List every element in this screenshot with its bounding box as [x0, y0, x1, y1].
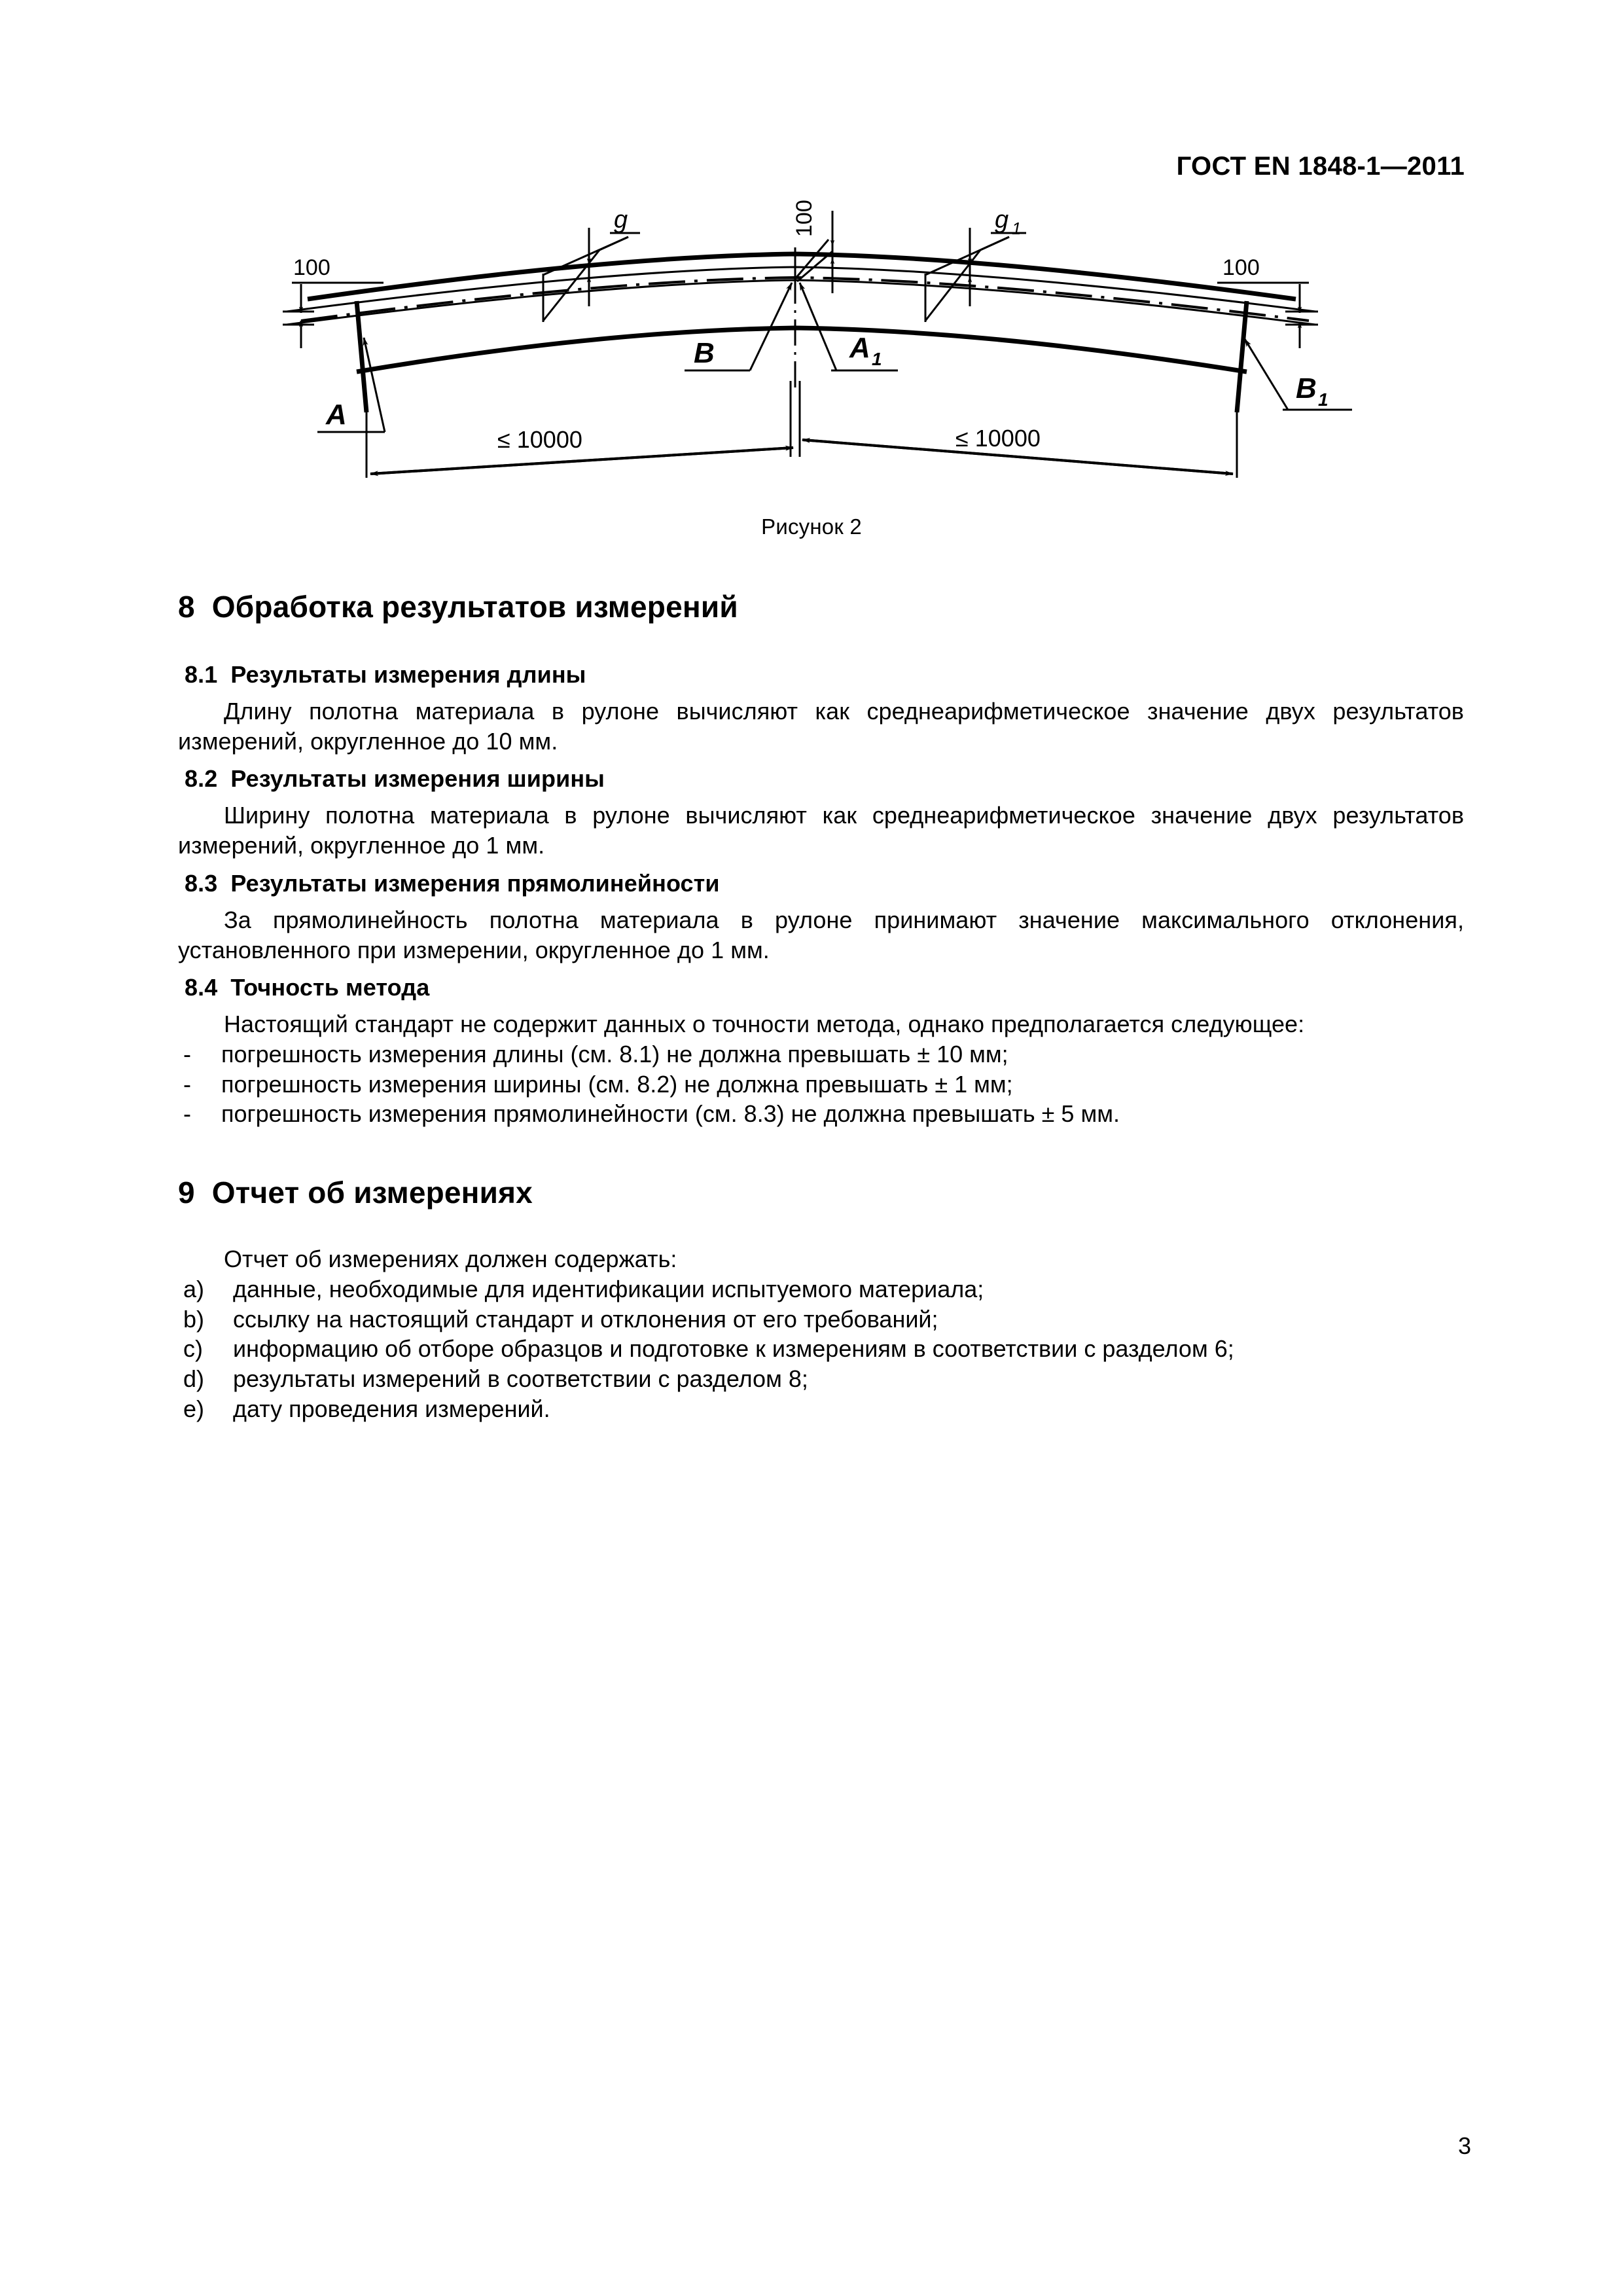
label-b1-subscript: 1 [1318, 389, 1329, 410]
section-8-title: Обработка результатов измерений [211, 590, 738, 624]
label-a1-subscript: 1 [872, 349, 882, 369]
list-marker: - [183, 1041, 191, 1068]
label-a1-text: A [849, 332, 870, 364]
figure-2-technical-drawing [236, 196, 1387, 511]
span-right-label: ≤ 10000 [955, 425, 1041, 452]
subsection-8-4-intro: Настоящий стандарт не содержит данных о точности метода, однако предполагается следующее: [224, 1011, 1305, 1038]
gap-g1-subscript: 1 [1012, 219, 1022, 238]
list-item [178, 1394, 1464, 1424]
list-item-text: погрешность измерения прямолинейности (см. 8.3) не должна превышать ± 5 мм. [221, 1100, 1120, 1128]
gap-g-leader-1 [543, 250, 599, 321]
figure-2-block [0, 196, 1623, 539]
subsection-8-1-text: Длину полотна материала в рулоне вычисляют как среднеарифметическое значение двух результатов измерений, округленное до 10 мм. [178, 698, 1464, 755]
list-item [178, 1364, 1464, 1394]
list-item-text: погрешность измерения длины (см. 8.1) не должна превышать ± 10 мм; [221, 1041, 1008, 1068]
precision-requirements-list [178, 1039, 1464, 1129]
gap-g-label: g [614, 206, 628, 234]
list-item-text: погрешность измерения ширины (см. 8.2) не должна превышать ± 1 мм; [221, 1070, 1013, 1098]
list-item [178, 1334, 1464, 1364]
subsection-8-3-title: Результаты измерения прямолинейности [230, 869, 720, 897]
list-item-text: дату проведения измерений. [233, 1395, 550, 1422]
list-marker: - [183, 1070, 191, 1098]
document-header-standard-number: ГОСТ EN 1848-1—2011 [1176, 152, 1465, 181]
section-8-heading [178, 589, 1464, 624]
sheet-right-end-line [1237, 301, 1247, 412]
dim-centre-100-label: 100 [792, 200, 817, 237]
subsection-8-3-number: 8.3 [185, 869, 218, 897]
label-b1-text: B [1296, 372, 1317, 404]
list-marker: - [183, 1100, 191, 1128]
sheet-left-end-line [357, 301, 366, 412]
subsection-8-3-text: За прямолинейность полотна материала в рулоне принимают значение максимального отклонения, установленного при измерении, округленное до 1 мм. [178, 906, 1464, 963]
list-item-text: данные, необходимые для идентификации испытуемого материала; [233, 1275, 984, 1302]
section-9-heading [178, 1175, 1464, 1210]
subsection-8-3-heading [178, 870, 1464, 897]
span-left-label: ≤ 10000 [497, 426, 582, 453]
sheet-axis-dash-dot-line [301, 278, 1309, 321]
gap-g1-label: g [995, 206, 1009, 234]
subsection-8-2-text: Ширину полотна материала в рулоне вычисляют как среднеарифметическое значение двух результатов измерений, округленное до 1 мм. [178, 802, 1464, 859]
dim-right-100-label: 100 [1222, 255, 1260, 280]
subsection-8-2-number: 8.2 [185, 765, 218, 793]
subsection-8-2-title: Результаты измерения ширины [230, 765, 605, 793]
list-item-text: информацию об отборе образцов и подготовке к измерениям в соответствии с разделом 6; [233, 1335, 1234, 1363]
list-marker: b) [183, 1305, 205, 1333]
section-9-intro: Отчет об измерениях должен содержать: [224, 1246, 677, 1273]
label-b-text: B [694, 337, 715, 369]
list-item [178, 1069, 1464, 1100]
label-a-text: A [326, 399, 347, 431]
list-item [178, 1039, 1464, 1069]
gap-g-shoulder [599, 237, 628, 250]
subsection-8-2-heading [178, 765, 1464, 793]
subsection-8-4-title: Точность метода [230, 974, 430, 1001]
list-item-text: ссылку на настоящий стандарт и отклонения от его требований; [233, 1305, 938, 1333]
list-marker: e) [183, 1395, 205, 1422]
document-body [178, 589, 1464, 1424]
list-item [178, 1274, 1464, 1304]
list-marker: a) [183, 1275, 205, 1302]
figure-2-caption: Рисунок 2 [761, 514, 862, 539]
gap-g1-shoulder [980, 237, 1009, 250]
list-marker: c) [183, 1335, 203, 1363]
section-9-title: Отчет об измерениях [211, 1175, 533, 1210]
subsection-8-4-number: 8.4 [185, 974, 218, 1001]
subsection-8-4-heading [178, 974, 1464, 1001]
list-item-text: результаты измерений в соответствии с разделом 8; [233, 1365, 808, 1393]
sheet-bottom-edge [357, 328, 1247, 372]
list-item [178, 1304, 1464, 1335]
section-8-number: 8 [178, 590, 195, 624]
section-9-number: 9 [178, 1175, 195, 1210]
subsection-8-1-heading [178, 661, 1464, 689]
report-contents-list [178, 1274, 1464, 1424]
subsection-8-1-title: Результаты измерения длины [230, 661, 586, 688]
list-item [178, 1099, 1464, 1129]
dim-left-100-label: 100 [293, 255, 330, 280]
subsection-8-1-number: 8.1 [185, 661, 218, 688]
page-number: 3 [1457, 2132, 1471, 2159]
label-b1-leader [1245, 339, 1288, 410]
list-marker: d) [183, 1365, 205, 1393]
